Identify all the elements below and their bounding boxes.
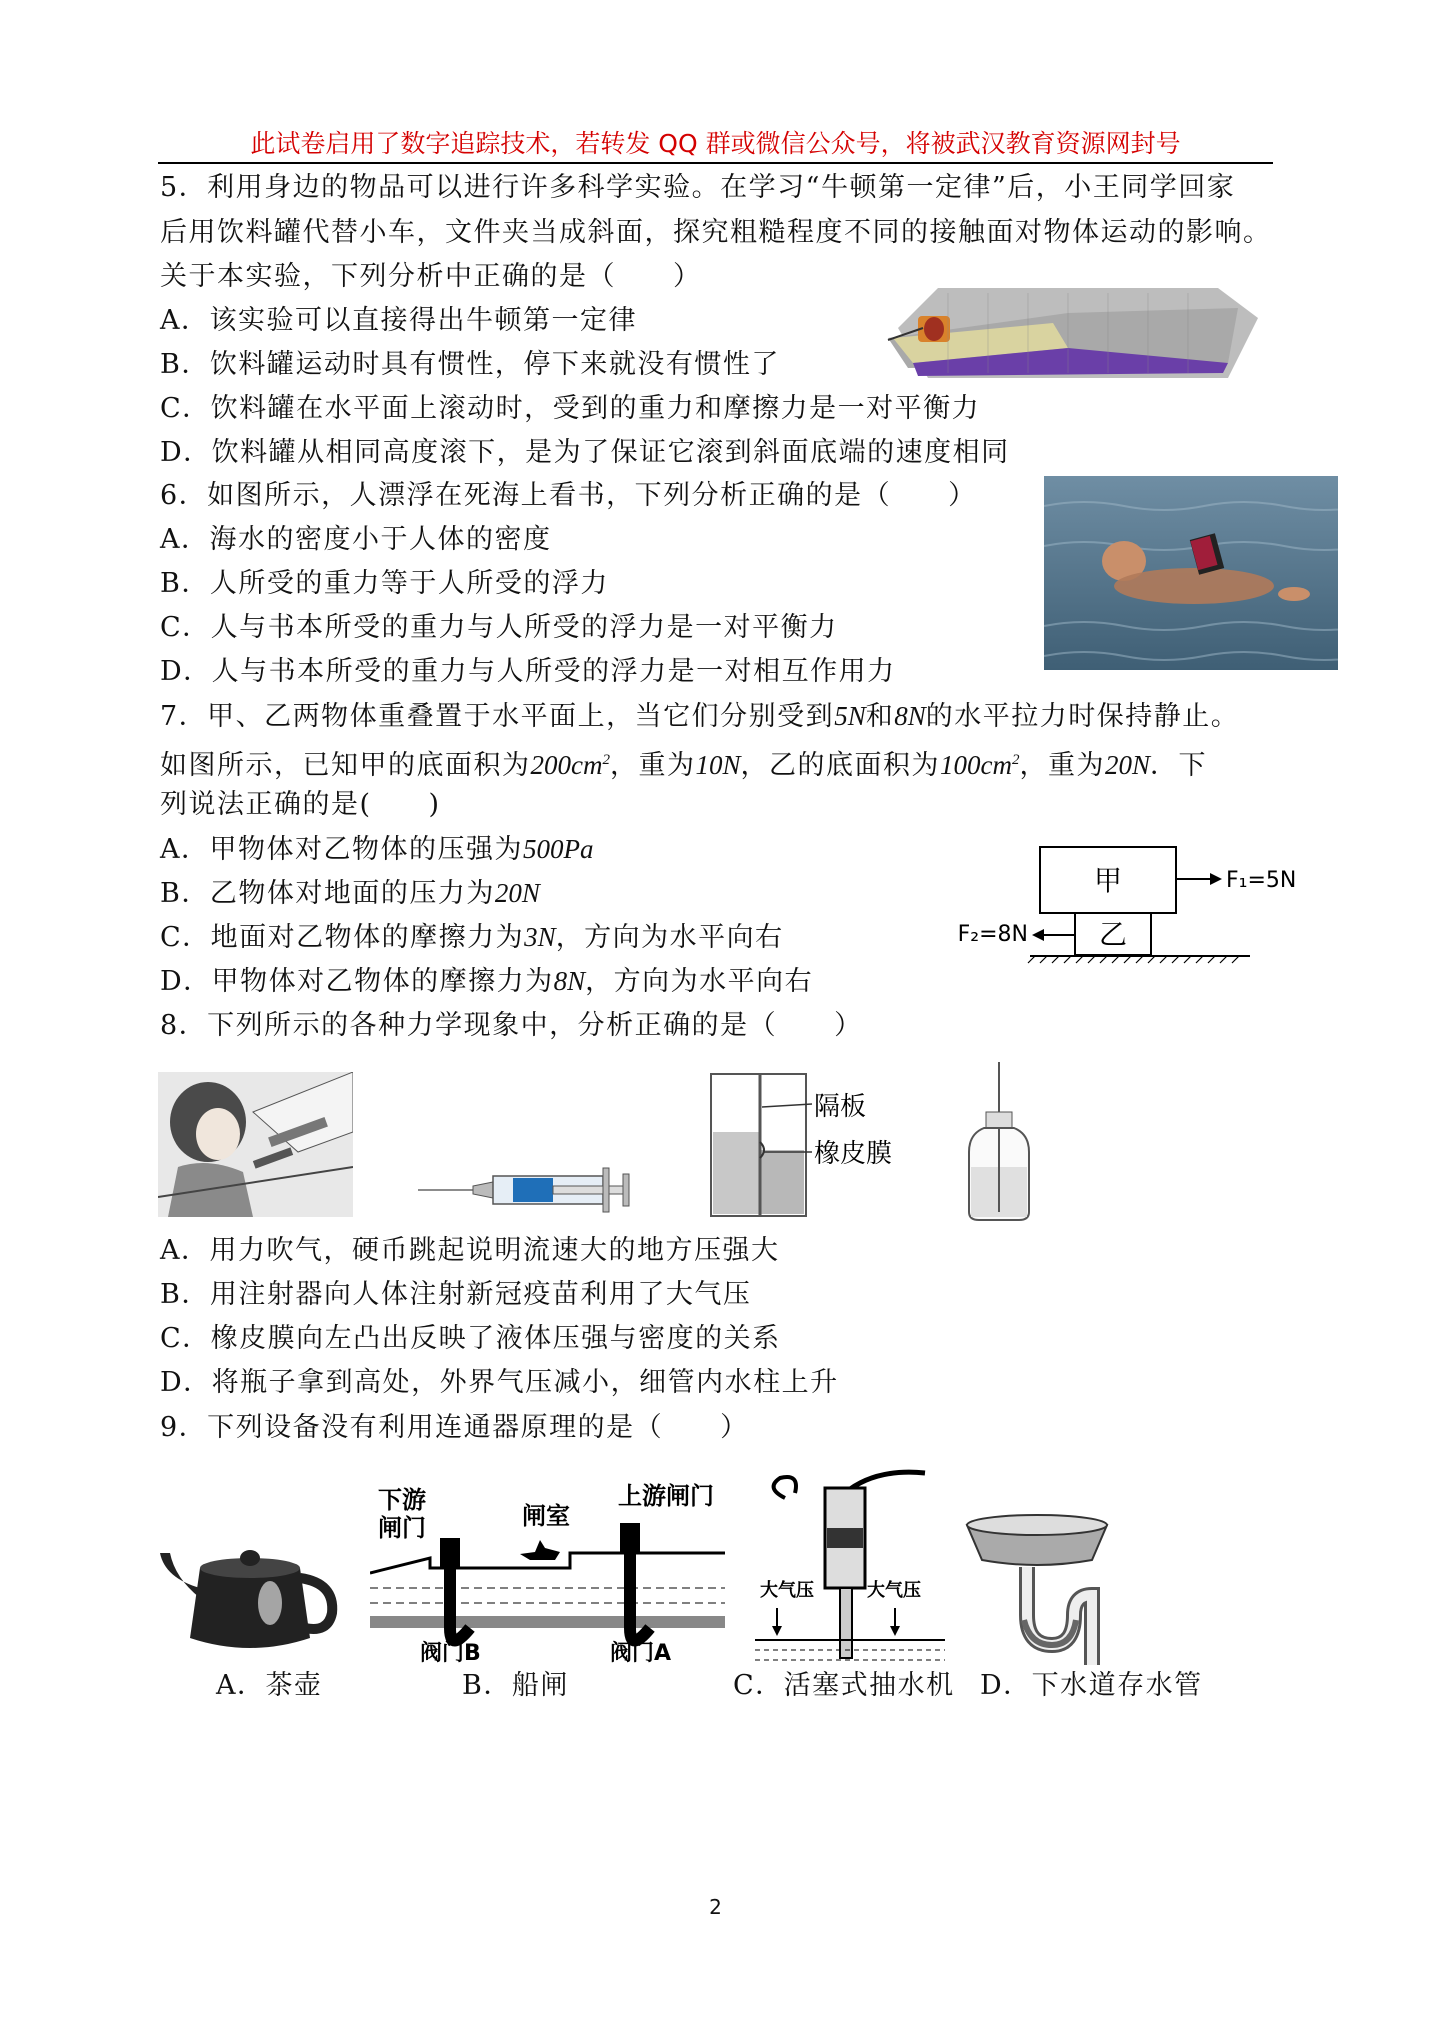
q5-option-c: C．饮料罐在水平面上滚动时，受到的重力和摩擦力是一对平衡力 [160,393,981,424]
lock-chamber-label: 闸室 [522,1502,570,1530]
q6-option-c: C．人与书本所受的重力与人所受的浮力是一对平衡力 [160,612,838,643]
q8-option-b: B．用注射器向人体注射新冠疫苗利用了大气压 [160,1279,752,1310]
q7-option-b: B．乙物体对地面的压力为20N [160,878,540,909]
q6-option-d: D．人与书本所受的重力与人所受的浮力是一对相互作用力 [160,656,896,687]
q7-force2: 8N [894,701,926,731]
lock-up-gate-label: 上游闸门 [618,1482,714,1510]
q9-option-b: B．船闸 [462,1670,569,1701]
pump-atm-right-label: 大气压 [867,1580,921,1601]
q8-bottle-tube-figure [964,1062,1034,1222]
q8-blowing-coin-figure [158,1072,353,1217]
q8-stem: 8．下列所示的各种力学现象中，分析正确的是（ ） [160,1010,863,1041]
rubber-membrane-label: 橡皮膜 [814,1139,893,1169]
q7-area-yi: $100cm^2$ [940,750,1020,780]
q7-weight-jia: 10N [695,750,741,780]
block-jia-label: 甲 [1093,864,1123,897]
q5-ramp-figure [868,268,1260,386]
q8-syringe-figure [418,1160,638,1215]
block-yi-label: 乙 [1098,918,1128,951]
lock-valve-a-label: 阀门A [610,1641,672,1663]
q7-option-c: C．地面对乙物体的摩擦力为3N，方向为水平向右 [160,922,784,953]
q5-stem-line2: 后用饮料罐代替小车，文件夹当成斜面，探究粗糙程度不同的接触面对物体运动的影响。 [160,217,1272,248]
tracking-notice: 此试卷启用了数字追踪技术，若转发 QQ 群或微信公众号，将被武汉教育资源网封号 [250,129,1181,158]
q9-piston-pump-figure [755,1468,945,1666]
page-number: 2 [709,1895,722,1919]
q7-weight-yi: 20N [1104,750,1150,780]
q7-stem-line3: 列说法正确的是( ) [160,789,441,820]
q7-stem-line2: 如图所示，已知甲的底面积为$200cm^2$，重为10N，乙的底面积为$100cm^2$，重为20N．下 [160,750,1207,781]
lock-down-gate-label-1: 下游 [378,1486,426,1514]
q5-option-d: D．饮料罐从相同高度滚下，是为了保证它滚到斜面底端的速度相同 [160,437,1010,468]
q5-stem-line1: 5．利用身边的物品可以进行许多科学实验。在学习“牛顿第一定律”后，小王同学回家 [160,172,1236,203]
pump-atm-left-label: 大气压 [760,1580,814,1601]
q8-partition-container-figure [706,1072,906,1220]
f1-arrowhead [1210,873,1222,885]
lock-valve-b-label: 阀门B [420,1641,481,1663]
q9-teapot-figure [160,1528,340,1663]
q9-option-a: A．茶壶 [216,1670,323,1701]
q6-dead-sea-photo [1044,476,1338,670]
q9-stem: 9．下列设备没有利用连通器原理的是（ ） [160,1412,749,1443]
header-rule [158,162,1273,164]
f2-arrowhead [1032,929,1044,941]
lock-down-gate-label-2: 闸门 [378,1514,426,1542]
q9-option-c: C．活塞式抽水机 [733,1670,955,1701]
q8-option-a: A．用力吹气，硬币跳起说明流速大的地方压强大 [160,1235,780,1266]
ground-hatching [1028,956,1239,963]
q6-option-b: B．人所受的重力等于人所受的浮力 [160,568,609,599]
f2-label: F₂=8N [957,922,1028,947]
q6-option-a: A．海水的密度小于人体的密度 [160,524,552,555]
q7-blocks-figure [930,835,1320,970]
q5-option-b: B．饮料罐运动时具有惯性，停下来就没有惯性了 [160,349,780,380]
q9-sink-trap-figure [962,1505,1112,1665]
partition-label: 隔板 [814,1092,867,1122]
q7-area-jia: $200cm^2$ [530,750,610,780]
q9-option-d: D．下水道存水管 [980,1670,1203,1701]
q7-stem-line1: 7．甲、乙两物体重叠置于水平面上，当它们分别受到5N和8N的水平拉力时保持静止。 [160,701,1240,732]
q7-option-d: D．甲物体对乙物体的摩擦力为8N，方向为水平向右 [160,966,814,997]
q5-option-a: A．该实验可以直接得出牛顿第一定律 [160,305,637,336]
q7-force1: 5N [834,701,866,731]
q6-stem: 6．如图所示，人漂浮在死海上看书，下列分析正确的是（ ） [160,480,977,511]
q7-option-a: A．甲物体对乙物体的压强为500Pa [160,834,594,865]
f1-label: F₁=5N [1226,868,1297,893]
q9-ship-lock-figure [370,1478,725,1663]
q5-stem-line3: 关于本实验，下列分析中正确的是（ ） [160,261,702,292]
q8-option-d: D．将瓶子拿到高处，外界气压减小，细管内水柱上升 [160,1367,839,1398]
q8-option-c: C．橡皮膜向左凸出反映了液体压强与密度的关系 [160,1323,781,1354]
